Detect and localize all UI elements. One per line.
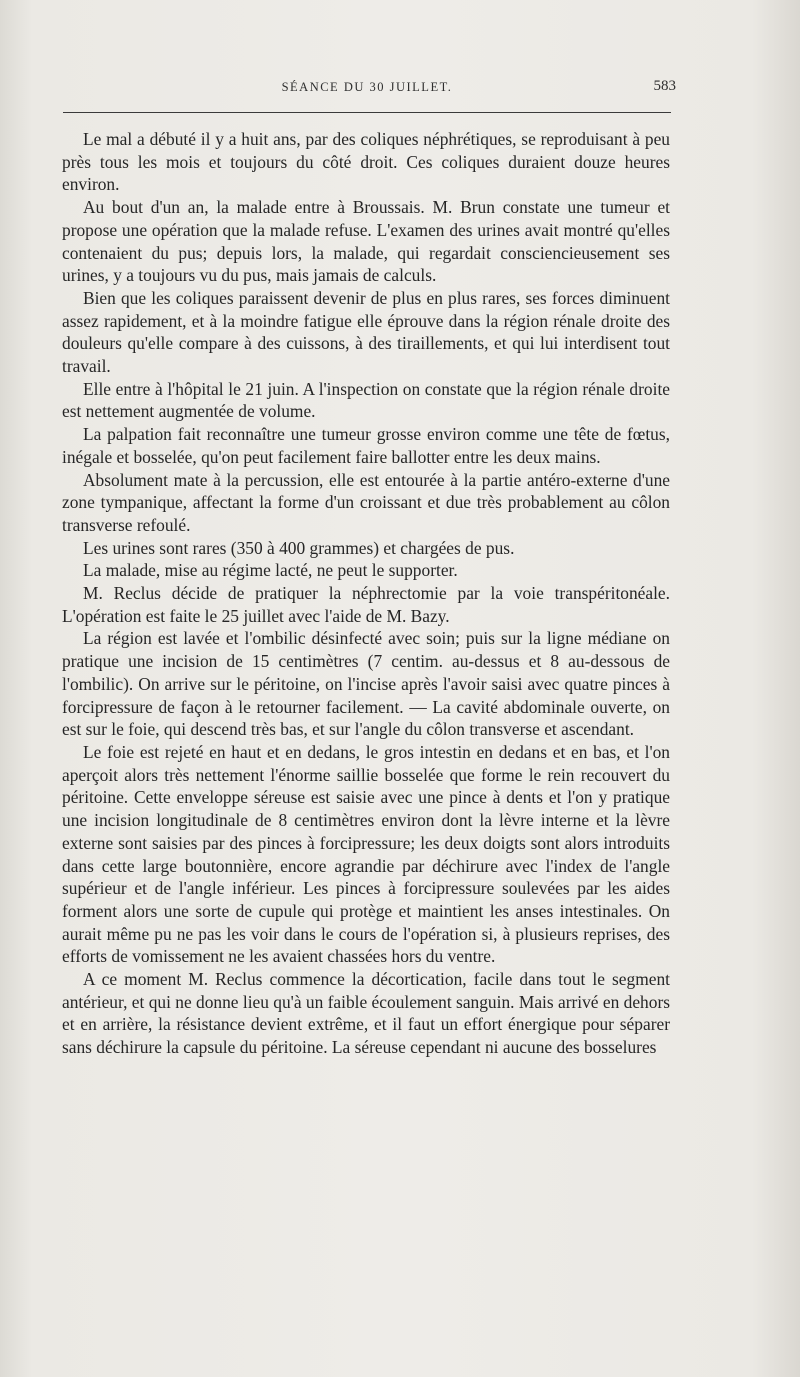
paragraph: Elle entre à l'hôpital le 21 juin. A l'inspection on constate que la région rénale droite est nettement augmentée de volume. [62, 378, 670, 422]
page-header [62, 78, 676, 102]
paragraph: La palpation fait reconnaître une tumeur grosse environ comme une tête de fœtus, inégale et bosselée, qu'on peut facilement faire ballotter entre les deux mains. [62, 424, 670, 467]
paragraph: La malade, mise au régime lacté, ne peut le supporter. [83, 560, 458, 581]
page-number: 583 [653, 78, 676, 94]
paragraph: Le foie est rejeté en haut et en dedans, le gros intestin en dedans et en bas, et l'on aperçoit alors très nettement l'énorme saillie bosselée que forme le rein recouvert du péritoine. Cette enveloppe séreuse est saisie avec une pince à dents et l'on y pratique une incision longitudinale de 8 centimètres environ dont la lèvre interne et la lèvre externe sont saisies par des pinces à forcipressure; les deux doigts sont alors introduits dans cette large boutonnière, encore agrandie par déchirure avec l'index de l'angle supérieur et de l'angle inférieur. Les pinces à forcipressure soulevées par les aides forment alors une sorte de cupule qui protège et maintient les anses intestinales. On aurait même pu ne pas les voir dans le cours de l'opération si, à plusieurs reprises, des efforts de vomissement ne les avaient chassées hors du ventre. [62, 741, 670, 967]
running-title: SÉANCE DU 30 JUILLET. [281, 80, 453, 94]
paragraph: Bien que les coliques paraissent devenir de plus en plus rares, ses forces diminuent assez rapidement, et à la moindre fatigue elle éprouve dans la région rénale droite des douleurs qu'elle compare à des cuissons, à des tiraillements, et qui lui interdisent tout travail. [62, 287, 670, 377]
paragraph: A ce moment M. Reclus commence la décortication, facile dans tout le segment antérieur, et qui ne donne lieu qu'à un faible écoulement sanguin. Mais arrivé en dehors et en arrière, la résistance devient extrême, et il faut un effort énergique pour séparer sans déchirure la capsule du péritoine. La séreuse cependant ni aucune des bosselures [62, 969, 671, 1058]
paragraph: M. Reclus décide de pratiquer la néphrectomie par la voie transpéritonéale. L'opération est faite le 25 juillet avec l'aide de M. Bazy. [62, 583, 670, 626]
paragraph: Le mal a débuté il y a huit ans, par des coliques néphrétiques, se reproduisant à peu près tous les mois et toujours du côté droit. Ces coliques duraient douze heures environ. [62, 129, 670, 195]
paragraph: Au bout d'un an, la malade entre à Broussais. M. Brun constate une tumeur et propose une opération que la malade refuse. L'examen des urines avait montré qu'elles contenaient du pus; depuis lors, la malade, qui regardait consciencieusement ses urines, y a toujours vu du pus, mais jamais de calculs. [62, 197, 670, 286]
paragraph: Les urines sont rares (350 à 400 grammes) et chargées de pus. [83, 537, 515, 558]
header-rule [63, 112, 671, 113]
paragraph: La région est lavée et l'ombilic désinfecté avec soin; puis sur la ligne médiane on pratique une incision de 15 centimètres (7 centim. au-dessus et 8 au-dessous de l'ombilic). On arrive sur le péritoine, on l'incise après l'avoir saisi avec quatre pinces à forcipressure de façon à le retourner facilement. — La cavité abdominale ouverte, on est sur le foie, qui descend très bas, et sur l'angle du côlon transverse et ascendant. [62, 628, 670, 740]
body-text [62, 128, 670, 1059]
paragraph: Absolument mate à la percussion, elle est entourée à la partie antéro-externe d'une zone tympanique, affectant la forme d'un croissant et due très probablement au côlon transverse refoulé. [62, 469, 670, 535]
